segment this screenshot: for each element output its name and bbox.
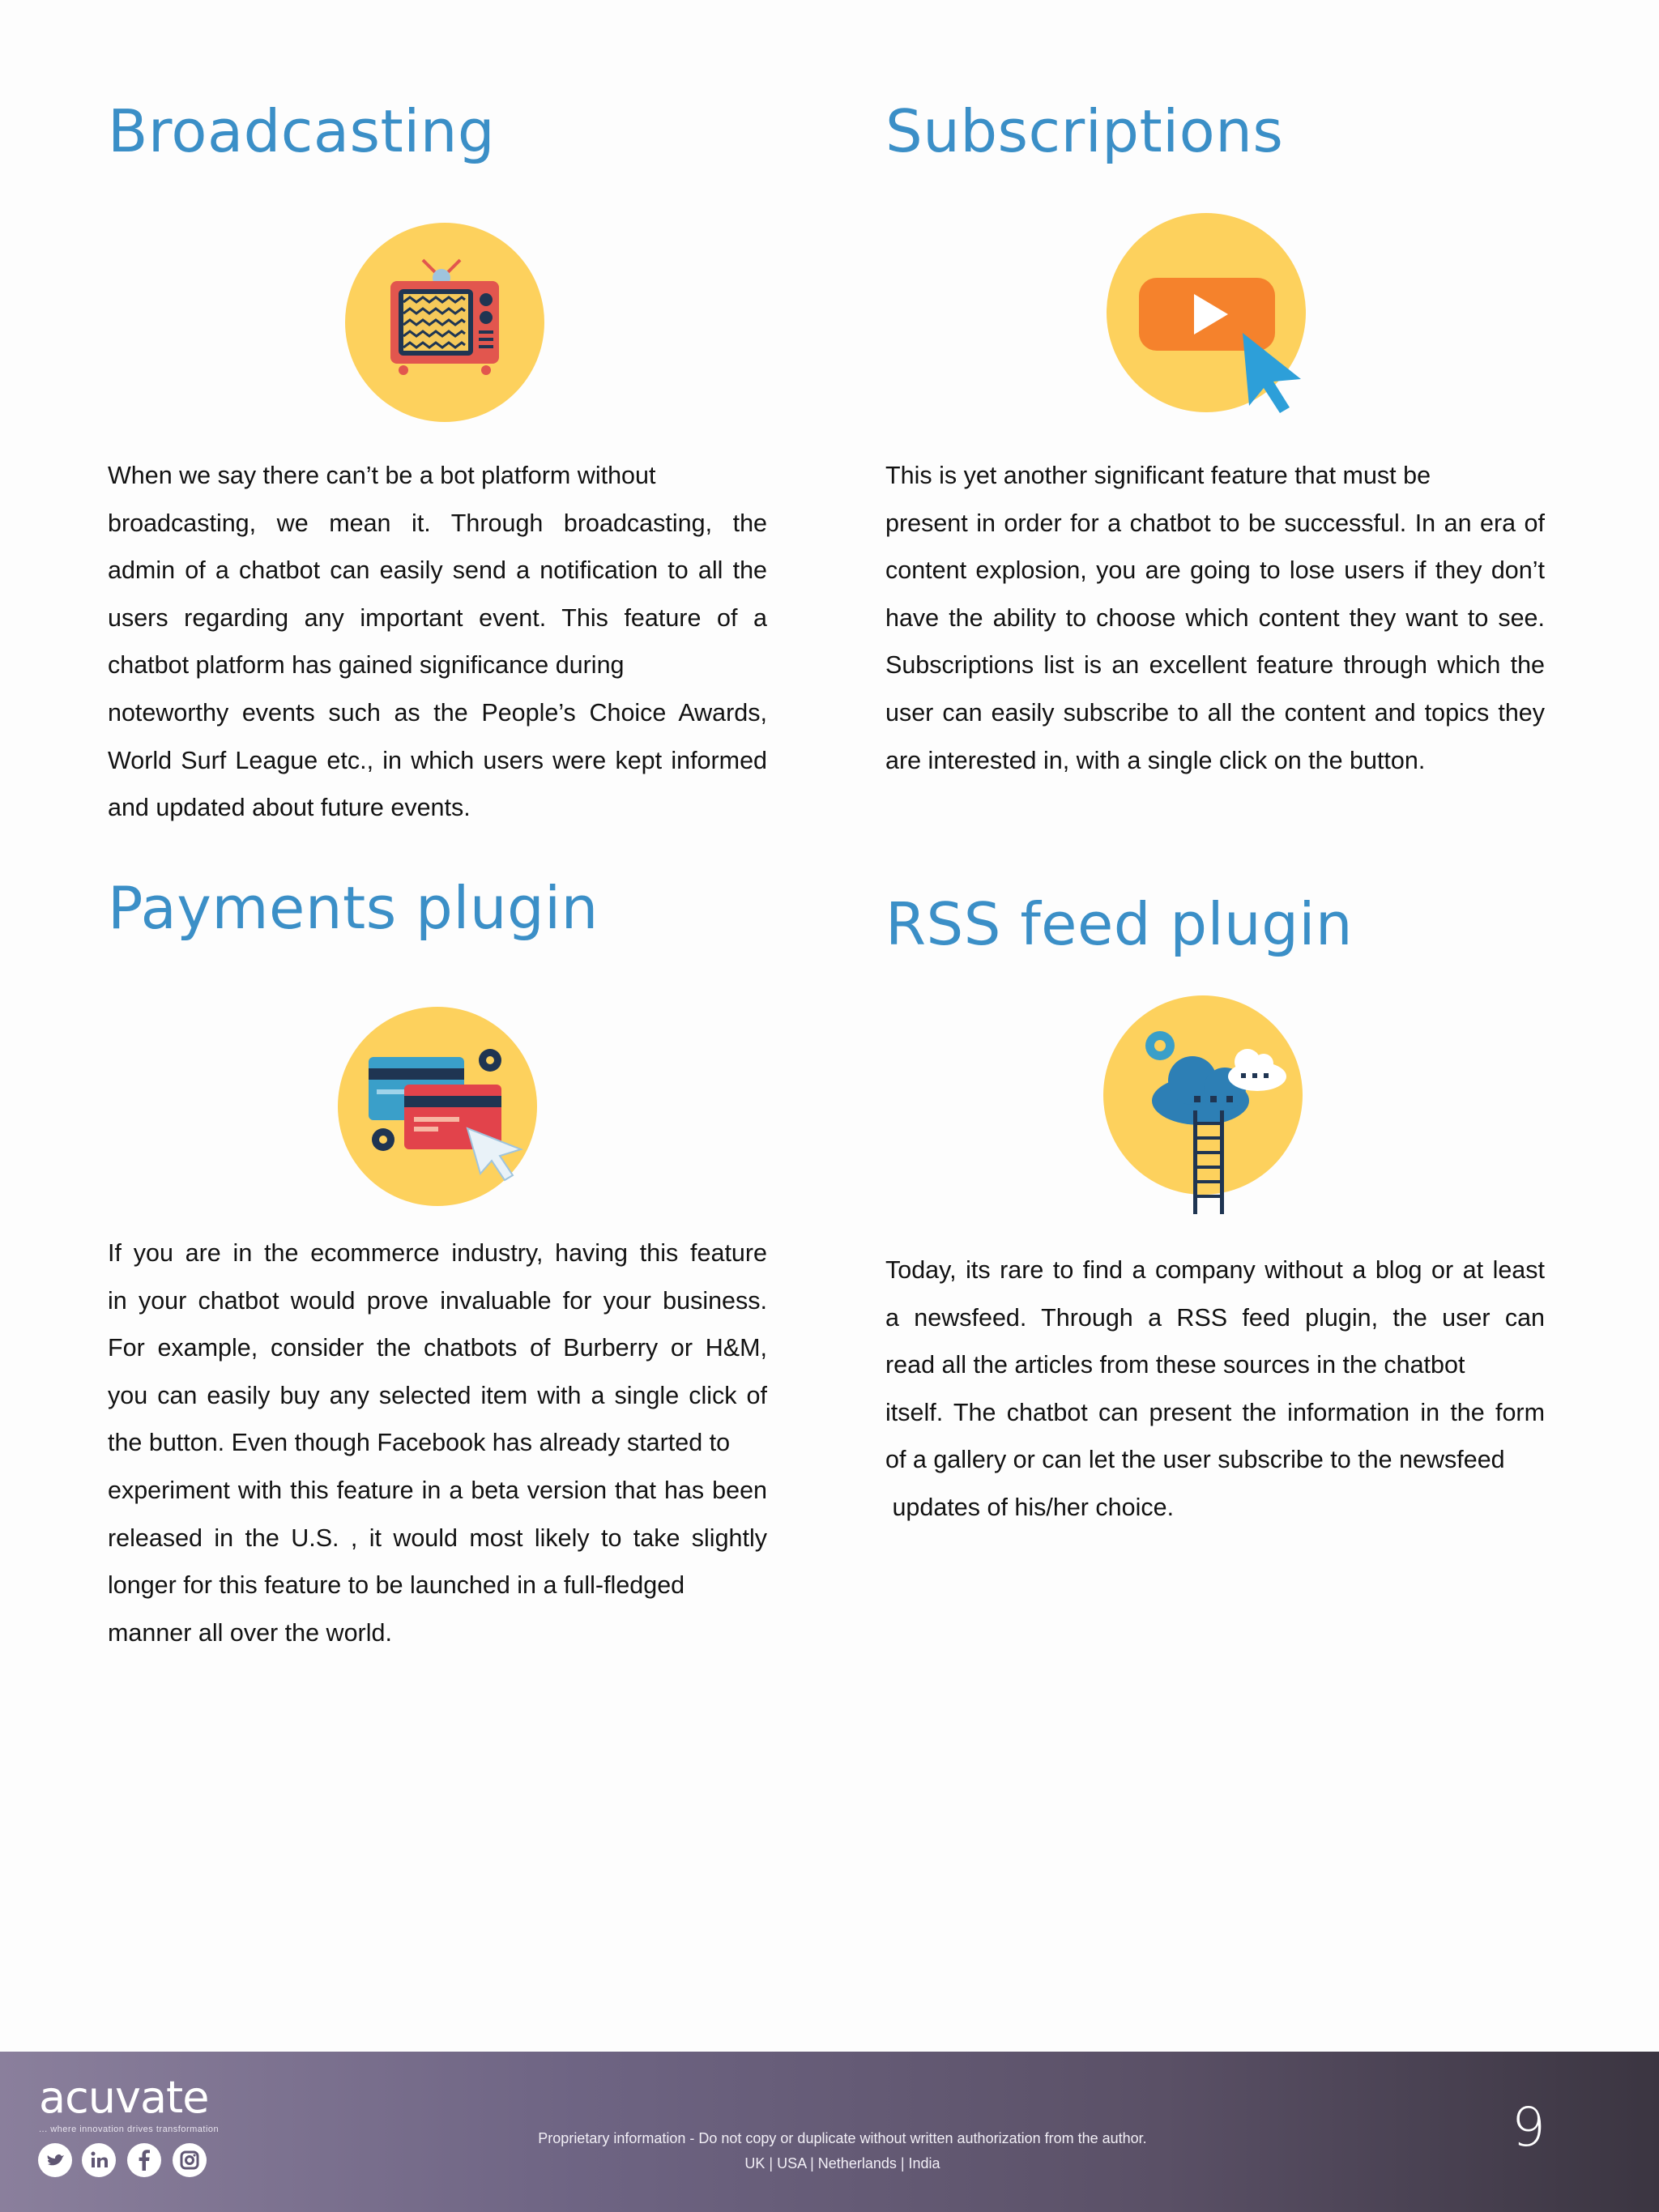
twitter-icon[interactable] (38, 2143, 72, 2177)
section-body (108, 452, 767, 832)
body-line: admin of a chatbot can easily send a notification to all the (108, 556, 767, 585)
section-heading: Broadcasting (108, 97, 496, 165)
body-line: noteworthy events such as the People’s Choice Awards, (108, 698, 767, 727)
body-line: chatbot platform has gained significance during (108, 651, 625, 680)
body-line: the button. Even though Facebook has already started to (108, 1429, 731, 1457)
body-line: experiment with this feature in a beta version that has been (108, 1476, 767, 1504)
body-line: itself. The chatbot can present the information in the form (885, 1398, 1545, 1426)
logo-tagline: ... where innovation drives transformation (39, 2125, 220, 2134)
section-body (108, 1230, 767, 1656)
instagram-icon[interactable] (173, 2143, 207, 2177)
body-line: longer for this feature to be launched in a full-fledged (108, 1571, 685, 1600)
body-line: and updated about future events. (108, 794, 471, 822)
tv-icon (345, 223, 544, 422)
body-line: Today, its rare to find a company without a blog or at least (885, 1256, 1545, 1284)
body-line: are interested in, with a single click on the button. (885, 746, 1426, 774)
body-line: This is yet another significant feature that must be (885, 462, 1431, 489)
body-line: manner all over the world. (108, 1618, 392, 1647)
body-line: of a gallery or can let the user subscribe to the newsfeed (885, 1446, 1505, 1474)
body-line: present in order for a chatbot to be successful. In an era of (885, 509, 1545, 537)
office-locations: UK | USA | Netherlands | India (744, 2155, 940, 2172)
body-line: updates of his/her choice. (885, 1493, 1175, 1521)
body-line: Subscriptions list is an excellent feature through which the (885, 651, 1545, 680)
play-button-cursor-icon (1107, 213, 1306, 412)
cloud-ladder-icon (1103, 995, 1303, 1195)
section-body (885, 1247, 1545, 1532)
facebook-icon[interactable] (127, 2143, 161, 2177)
linkedin-icon[interactable] (82, 2143, 116, 2177)
section-body (885, 452, 1545, 784)
body-line: If you are in the ecommerce industry, having this feature (108, 1239, 767, 1267)
body-line: content explosion, you are going to lose users if they don’t (885, 556, 1545, 585)
body-line: you can easily buy any selected item with a single click of (108, 1381, 767, 1409)
credit-cards-icon (338, 1007, 537, 1206)
body-line: have the ability to choose which content they want to see. (885, 603, 1545, 632)
legal-notice: Proprietary information - Do not copy or duplicate without written authorization from the author. (538, 2130, 1147, 2146)
body-line: in your chatbot would prove invaluable for your business. (108, 1286, 767, 1315)
section-heading: Subscriptions (885, 97, 1284, 165)
body-line: user can easily subscribe to all the content and topics they (885, 698, 1545, 727)
section-heading: RSS feed plugin (885, 890, 1354, 958)
body-line: read all the articles from these sources in the chatbot (885, 1351, 1465, 1379)
body-line: broadcasting, we mean it. Through broadcasting, the (108, 509, 767, 537)
body-line: a newsfeed. Through a RSS feed plugin, the user can (885, 1303, 1545, 1332)
body-line: users regarding any important event. This feature of a (108, 603, 767, 632)
body-line: World Surf League etc., in which users were kept informed (108, 746, 767, 774)
section-heading: Payments plugin (108, 874, 599, 942)
body-line: released in the U.S. , it would most likely to take slightly (108, 1524, 767, 1552)
body-line: When we say there can’t be a bot platform without (108, 462, 656, 489)
page-number: 9 (1512, 2096, 1546, 2159)
company-logo[interactable]: acuvate (39, 2072, 209, 2123)
body-line: For example, consider the chatbots of Burberry or H&M, (108, 1334, 767, 1362)
